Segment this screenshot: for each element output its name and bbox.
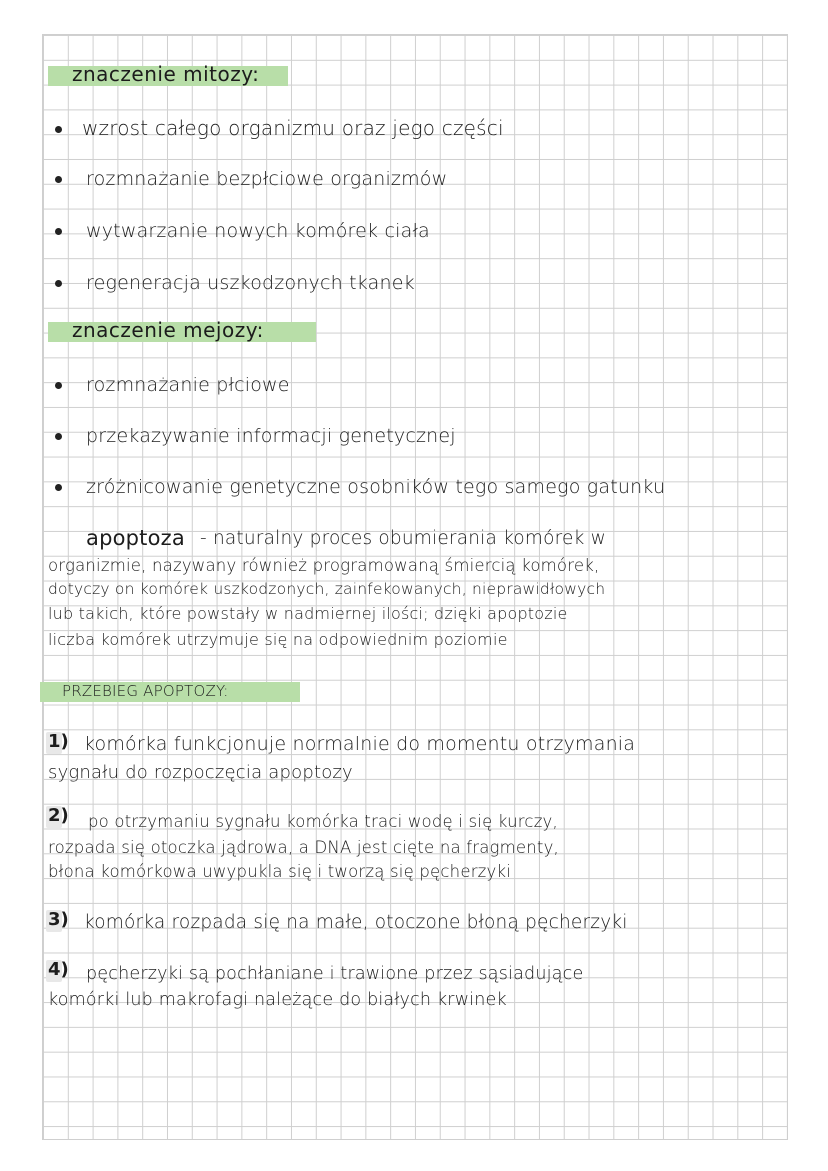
mejoza-item: przekazywanie informacji genetycznej (86, 425, 456, 447)
heading-mejoza: znaczenie mejozy: (72, 318, 264, 342)
step-line: komórka rozpada się na małe, otoczone błoną pęcherzyki (84, 912, 628, 933)
step-number: 3) (48, 909, 69, 930)
mejoza-item: rozmnażanie płciowe (86, 374, 290, 396)
step-line: po otrzymaniu sygnału komórka traci wodę i się kurczy, (88, 812, 558, 831)
bullet-icon (55, 176, 62, 183)
bullet-icon (55, 228, 62, 235)
step-line: pęcherzyki są pochłaniane i trawione przez sąsiadujące (86, 964, 584, 984)
mitoza-item: wzrost całego organizmu oraz jego części (82, 116, 504, 140)
mejoza-item: zróżnicowanie genetyczne osobników tego samego gatunku (86, 476, 666, 498)
heading-mitoza: znaczenie mitozy: (72, 62, 260, 86)
step-line: komórki lub makrofagi należące do białych krwinek (48, 990, 507, 1010)
heading-przebieg: PRZEBIEG APOPTOZY: (62, 682, 229, 700)
step-line: sygnału do rozpoczęcia apoptozy (48, 762, 353, 783)
step-number: 2) (48, 805, 69, 826)
step-line: rozpada się otoczka jądrowa, a DNA jest cięte na fragmenty, (48, 838, 559, 857)
apoptoza-line: organizmie, nazywany również programowaną śmiercią komórek, (48, 556, 600, 575)
bullet-icon (55, 484, 62, 491)
mitoza-item: rozmnażanie bezpłciowe organizmów (86, 168, 448, 190)
apoptoza-line: lub takich, które powstały w nadmiernej ilości; dzięki apoptozie (48, 604, 568, 623)
step-line: błona komórkowa uwypukla się i tworzą się pęcherzyki (48, 862, 512, 881)
mitoza-item: wytwarzanie nowych komórek ciała (86, 220, 430, 242)
step-number: 4) (48, 959, 69, 980)
step-line: komórka funkcjonuje normalnie do momentu otrzymania (84, 733, 636, 755)
mitoza-item: regeneracja uszkodzonych tkanek (86, 272, 415, 294)
apoptoza-line: - naturalny proces obumierania komórek w (200, 528, 606, 549)
bullet-icon (55, 433, 62, 440)
bullet-icon (55, 280, 62, 287)
bullet-icon (55, 382, 62, 389)
bullet-icon (55, 126, 62, 133)
apoptoza-line: liczba komórek utrzymuje się na odpowiednim poziomie (48, 630, 508, 649)
step-number: 1) (48, 731, 69, 752)
apoptoza-line: dotyczy on komórek uszkodzonych, zainfekowanych, nieprawidłowych (48, 580, 606, 598)
apoptoza-term: apoptoza (86, 526, 185, 550)
